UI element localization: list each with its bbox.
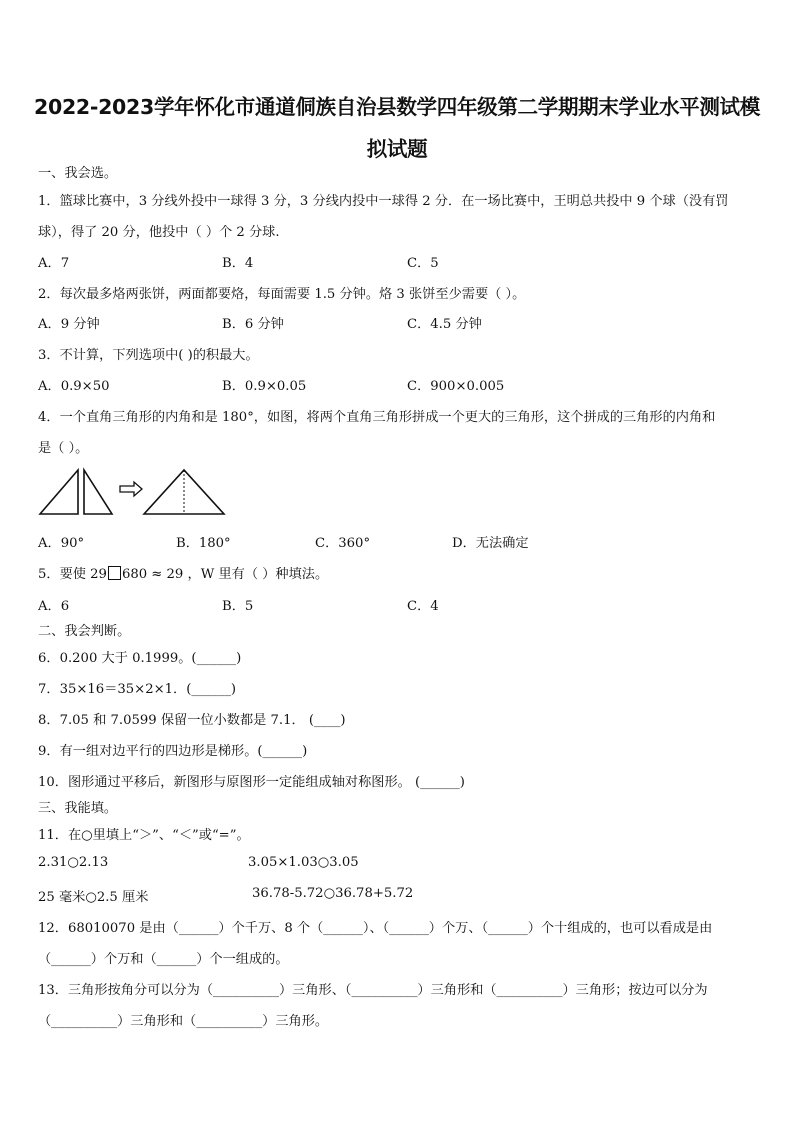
triangle-figure <box>38 466 248 522</box>
q11-item-2: 3.05×1.03○3.05 <box>248 855 359 870</box>
page-title: 2022-2023学年怀化市通道侗族自治县数学四年级第二学期期末学业水平测试模拟试题 <box>34 95 760 161</box>
q5-text-post: 680 ≈ 29 ，W 里有（ ）种填法。 <box>121 567 329 582</box>
q1-text-line2: 球），得了 20 分，他投中（ ）个 2 分球. <box>38 225 280 240</box>
q11-item-1: 2.31○2.13 <box>38 855 109 870</box>
section-heading-choice: 一、我会选。 <box>38 166 118 181</box>
q4-option-a: A．90° <box>38 536 85 551</box>
q12-text-line2: （______）个万和（______）个一组成的。 <box>38 952 289 967</box>
q3-text: 3．不计算，下列选项中( )的积最大。 <box>38 348 259 363</box>
q5-option-c: C．4 <box>407 599 439 614</box>
q1-option-a: A．7 <box>38 256 70 271</box>
q4-option-d: D．无法确定 <box>452 536 529 551</box>
q8-text: 8．7.05 和 7.0599 保留一位小数都是 7.1． (____) <box>38 713 346 728</box>
q1-option-b: B．4 <box>222 256 254 271</box>
q12-text-line1: 12．68010070 是由（______）个千万、8 个（______）、（______）个万、（______）个十组成的，也可以看成是由 <box>38 921 713 936</box>
q11-item-4: 36.78-5.72○36.78+5.72 <box>252 886 414 901</box>
q13-text-line2: （__________）三角形和（__________）三角形。 <box>38 1014 329 1029</box>
q4-text-line1: 4．一个直角三角形的内角和是 180°，如图，将两个直角三角形拼成一个更大的三角形，这个拼成的三角形的内角和 <box>38 410 716 425</box>
q3-option-c: C．900×0.005 <box>407 379 505 394</box>
q11-item-3: 25 毫米○2.5 厘米 <box>38 890 149 905</box>
q4-option-c: C．360° <box>315 536 371 551</box>
q3-option-a: A．0.9×50 <box>38 379 110 394</box>
q3-option-b: B．0.9×0.05 <box>222 379 307 394</box>
q2-option-b: B．6 分钟 <box>222 317 284 332</box>
q2-text: 2．每次最多烙两张饼，两面都要烙，每面需要 1.5 分钟。烙 3 张饼至少需要（ ）。 <box>38 287 526 302</box>
q6-text: 6．0.200 大于 0.1999。(______) <box>38 651 242 666</box>
left-right-triangle-1 <box>40 470 78 514</box>
q5-text <box>38 563 328 582</box>
combined-triangle <box>144 470 224 514</box>
q13-text-line1: 13．三角形按角分可以分为（__________）三角形、（__________）三角形和（__________）三角形；按边可以分为 <box>38 983 708 998</box>
q1-option-c: C．5 <box>407 256 439 271</box>
q10-text: 10．图形通过平移后，新图形与原图形一定能组成轴对称图形。 (______) <box>38 775 465 790</box>
q5-option-a: A．6 <box>38 599 70 614</box>
q5-text-pre: 5．要使 29 <box>38 567 107 582</box>
blank-box-icon <box>108 566 121 580</box>
q1-text-line1: 1．篮球比赛中，3 分线外投中一球得 3 分，3 分线内投中一球得 2 分．在一场比赛中，王明总共投中 9 个球（没有罚 <box>38 194 729 209</box>
q4-option-b: B．180° <box>176 536 231 551</box>
q2-option-c: C．4.5 分钟 <box>407 317 482 332</box>
section-heading-fill: 三、我能填。 <box>38 801 118 816</box>
left-right-triangle-2 <box>84 470 112 514</box>
q9-text: 9．有一组对边平行的四边形是梯形。(______) <box>38 744 308 759</box>
q2-option-a: A．9 分钟 <box>38 317 100 332</box>
q4-text-line2: 是（ ）。 <box>38 441 89 456</box>
arrow-icon <box>120 482 142 496</box>
q11-text: 11．在○里填上“＞”、“＜”或“=”。 <box>38 828 250 843</box>
section-heading-judge: 二、我会判断。 <box>38 624 131 639</box>
q5-option-b: B．5 <box>222 599 254 614</box>
q7-text: 7．35×16＝35×2×1．(______) <box>38 682 237 697</box>
